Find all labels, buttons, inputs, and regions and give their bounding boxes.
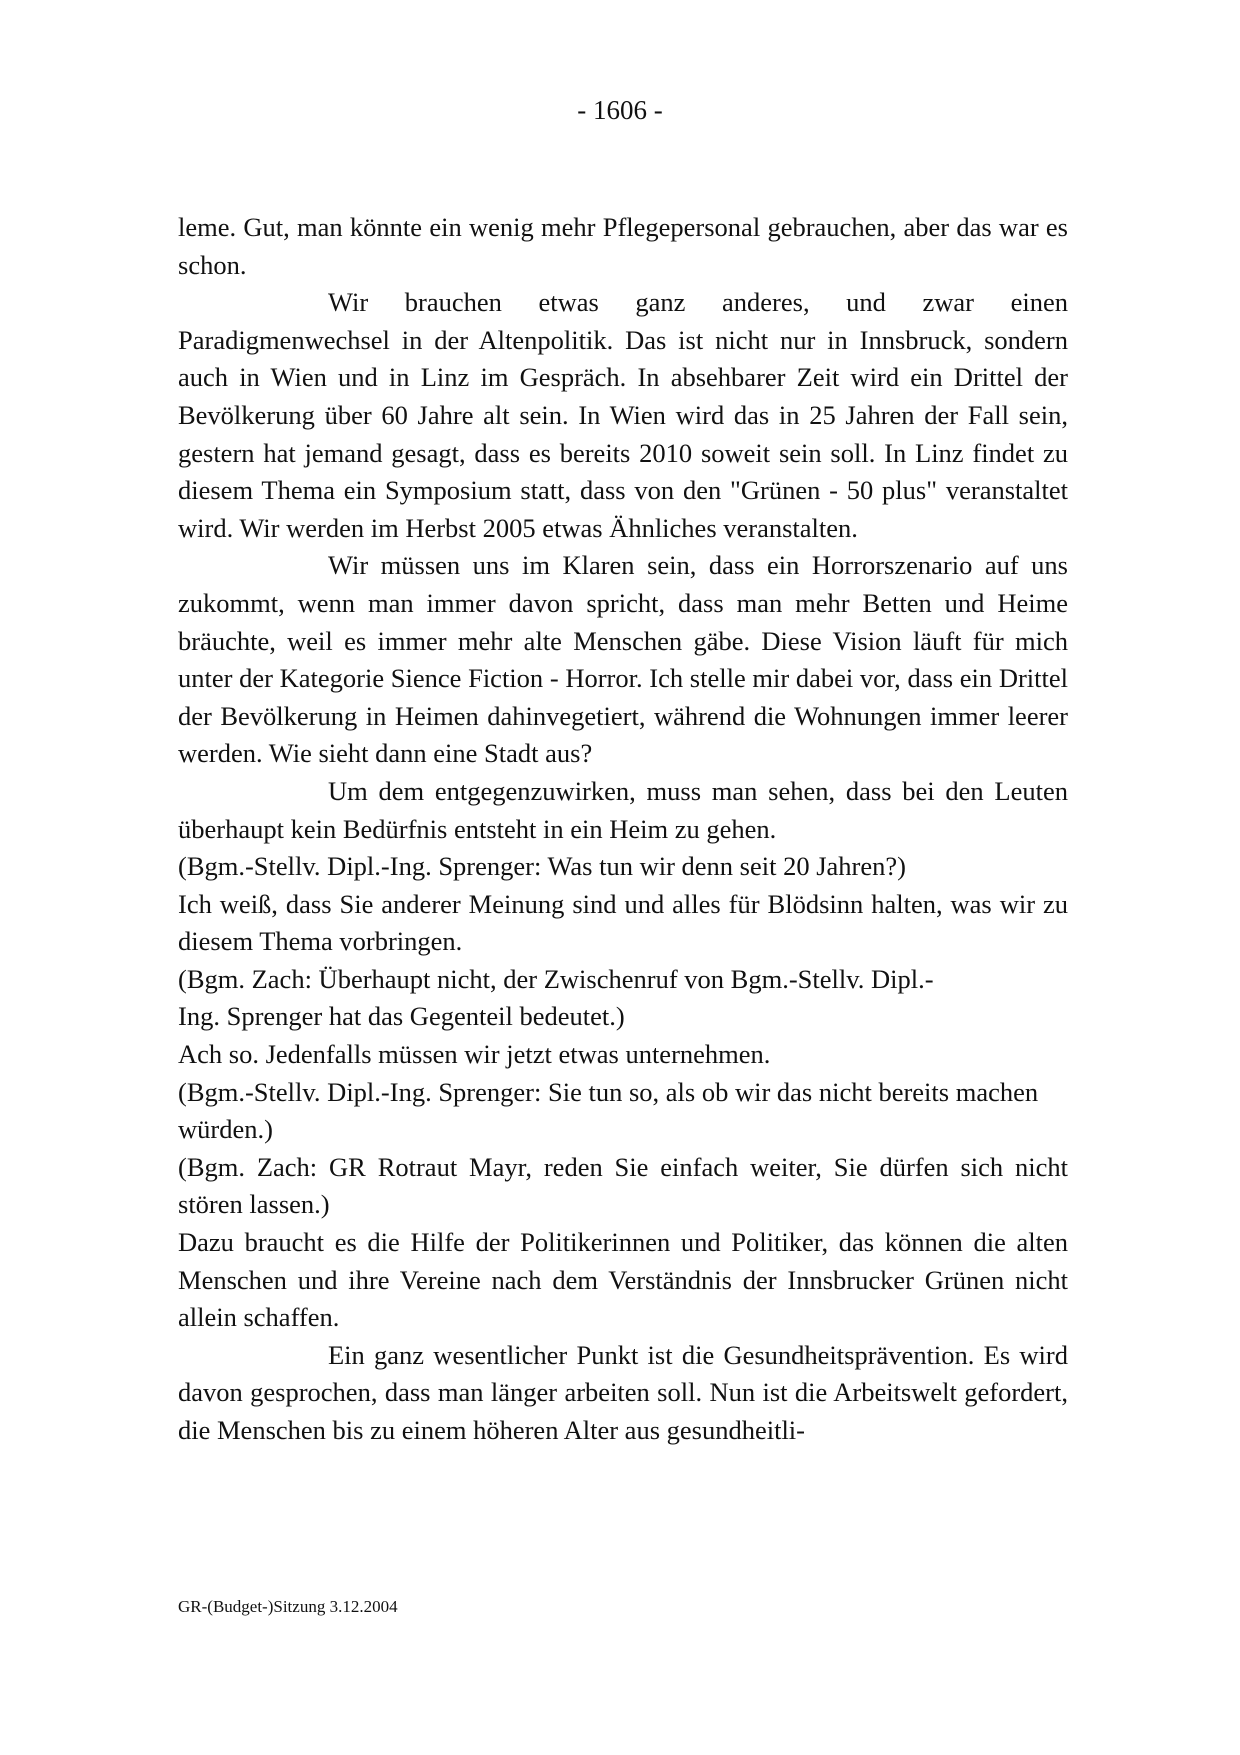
paragraph: Dazu braucht es die Hilfe der Politikerinnen und Politiker, das können die alten Menschen und ihre Vereine nach dem Verständnis der Innsbrucker Grünen nicht allein schaffen. (178, 1227, 1068, 1333)
interjection: Ing. Sprenger hat das Gegenteil bedeutet.) (178, 1001, 625, 1032)
paragraph: Ein ganz wesentlicher Punkt ist die Gesundheitsprävention. Es wird davon gesprochen, dass man länger arbeiten soll. Nun ist die Arbeitswelt gefordert, die Menschen bis zu einem höheren Alter aus gesundheitli- (178, 1339, 1068, 1445)
document-body (178, 209, 1068, 1450)
footer: GR-(Budget-)Sitzung 3.12.2004 (178, 1597, 398, 1616)
paragraph: Wir müssen uns im Klaren sein, dass ein Horrorszenario auf uns zukommt, wenn man immer davon spricht, dass man mehr Betten und Heime bräuchte, weil es immer mehr alte Menschen gäbe. Diese Vision läuft für mich unter der Kategorie Sience Fiction - Horror. Ich stelle mir dabei vor, dass ein Drittel der Bevölkerung in Heimen dahinvegetiert, während die Wohnungen immer leerer werden. Wie sieht dann eine Stadt aus? (178, 550, 1068, 769)
paragraph: leme. Gut, man könnte ein wenig mehr Pflegepersonal gebrauchen, aber das war es schon. (178, 212, 1068, 280)
interjection: (Bgm.-Stellv. Dipl.-Ing. Sprenger: Sie tun so, als ob wir das nicht bereits machen würden.) (178, 1076, 1039, 1145)
paragraph: Ach so. Jedenfalls müssen wir jetzt etwas unternehmen. (178, 1039, 771, 1070)
interjection: (Bgm.-Stellv. Dipl.-Ing. Sprenger: Was tun wir denn seit 20 Jahren?) (178, 851, 906, 882)
paragraph: Wir brauchen etwas ganz anderes, und zwar einen Paradigmenwechsel in der Altenpolitik. Das ist nicht nur in Innsbruck, sondern auch in Wien und in Linz im Gespräch. In absehbarer Zeit wird ein Drittel der Bevölkerung über 60 Jahre alt sein. In Wien wird das in 25 Jahren der Fall sein, gestern hat jemand gesagt, dass es bereits 2010 soweit sein soll. In Linz findet zu diesem Thema ein Symposium statt, dass von den "Grünen - 50 plus" veranstaltet wird. Wir werden im Herbst 2005 etwas Ähnliches veranstalten. (178, 287, 1068, 543)
page-number: - 1606 - (577, 95, 663, 125)
paragraph: Ich weiß, dass Sie anderer Meinung sind und alles für Blödsinn halten, was wir zu diesem Thema vorbringen. (178, 888, 1068, 957)
interjection: (Bgm. Zach: Überhaupt nicht, der Zwischenruf von Bgm.-Stellv. Dipl.- (178, 963, 934, 994)
paragraph: Um dem entgegenzuwirken, muss man sehen, dass bei den Leuten überhaupt kein Bedürfnis entsteht in ein Heim zu gehen. (178, 775, 1068, 844)
interjection: (Bgm. Zach: GR Rotraut Mayr, reden Sie einfach weiter, Sie dürfen sich nicht stören lassen.) (178, 1151, 1068, 1220)
